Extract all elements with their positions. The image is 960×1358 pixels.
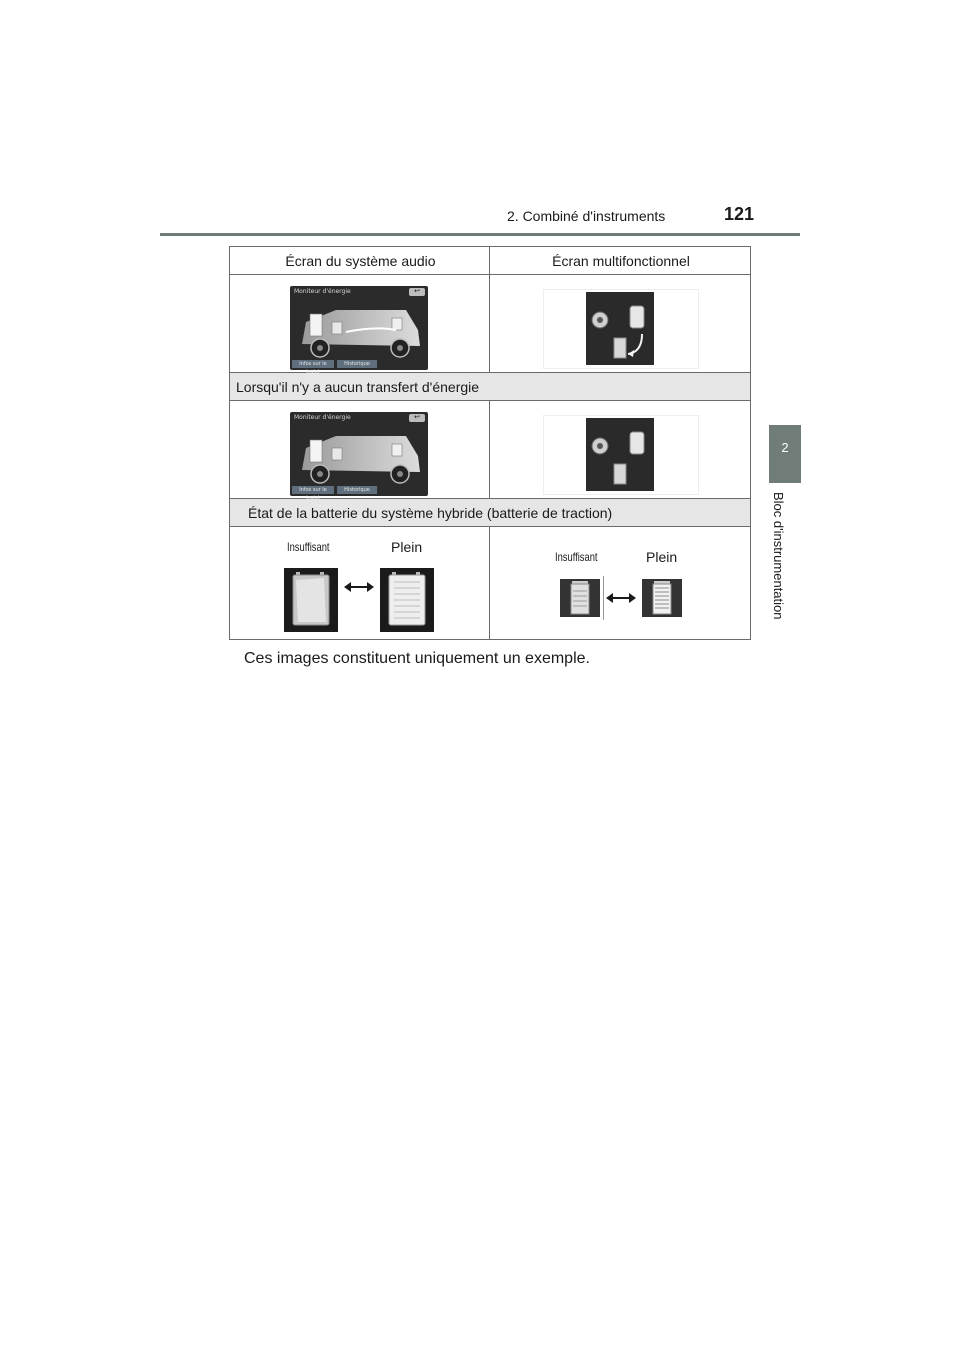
chapter-label-wrap: [771, 492, 795, 652]
history-button: Historique: [337, 486, 377, 494]
back-icon: ↩: [409, 414, 425, 422]
page-number: 121: [724, 204, 755, 224]
mfd-battery-low-icon: [560, 579, 600, 617]
mfd-battery-full-label: Plein: [646, 549, 678, 565]
audio-screen-title: Moniteur d'énergie: [294, 288, 351, 295]
row-battery-label: État de la batterie du système hybride (batterie de traction): [248, 505, 613, 521]
chapter-label: Bloc d'instrumentation: [771, 492, 786, 620]
back-icon: ↩: [409, 288, 425, 296]
audio-screen-title-2: Moniteur d'énergie: [294, 414, 351, 421]
car-diagram-icon: [296, 426, 424, 486]
col-header-audio: Écran du système audio: [285, 253, 436, 269]
double-arrow-icon: [606, 591, 636, 605]
audio-energy-screen-2: [290, 412, 428, 501]
row-no-transfer-label: Lorsqu'il n'y a aucun transfert d'énergie: [236, 379, 480, 395]
chapter-number: 2: [781, 440, 789, 455]
audio-energy-screen-1: [290, 286, 428, 375]
example-note: Ces images constituent uniquement un exemple.: [244, 650, 590, 667]
mfd-battery-divider: [603, 576, 604, 620]
col-header-mfd-cell: [489, 246, 751, 275]
audio-battery-low-icon: [284, 568, 338, 632]
mfd-energy-display-2: [586, 418, 654, 491]
audio-battery-full-label: Plein: [391, 539, 423, 555]
car-diagram-icon: [296, 300, 424, 360]
row-battery-state: [229, 498, 751, 527]
mfd-battery-low-label: Insuffisant: [555, 550, 598, 564]
audio-battery-low-label: Insuffisant: [287, 540, 330, 554]
mfd-energy-display-1: [586, 292, 654, 365]
col-header-mfd: Écran multifonctionnel: [552, 253, 690, 269]
mfd-idle-icon: [586, 418, 654, 491]
row-no-transfer: [229, 372, 751, 401]
mfd-flow-icon: [586, 292, 654, 365]
audio-battery-full-icon: [380, 568, 434, 632]
mfd-battery-full-icon: [642, 579, 682, 617]
section-title: 2. Combiné d'instruments: [507, 208, 666, 224]
mfd-battery-cell: [489, 526, 751, 640]
history-button: Historique: [337, 360, 377, 368]
trip-info-button: Infos sur le trajet: [292, 486, 334, 494]
double-arrow-icon: [344, 580, 374, 594]
col-header-audio-cell: [229, 246, 490, 275]
trip-info-button: Infos sur le trajet: [292, 360, 334, 368]
header-rule: [160, 233, 800, 236]
